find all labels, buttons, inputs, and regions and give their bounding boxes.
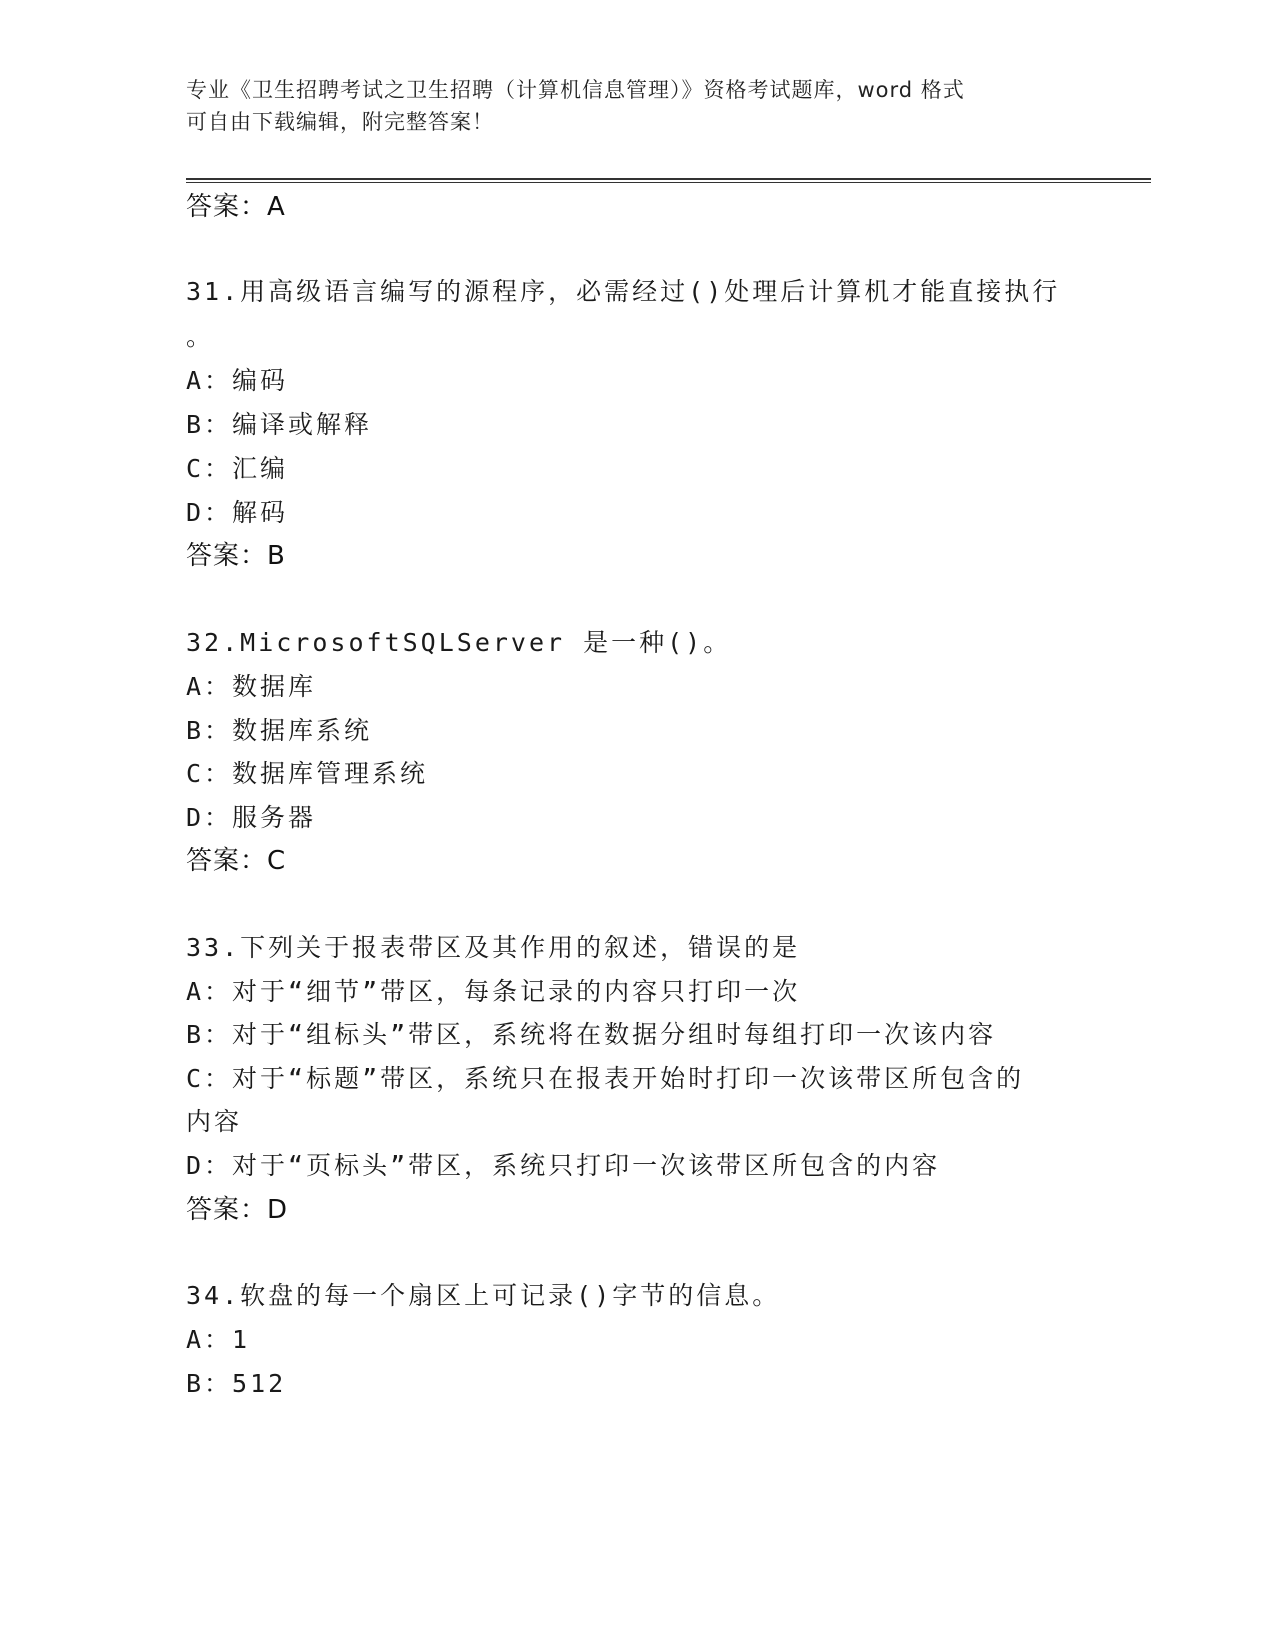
question-32-option-d: D：服务器 xyxy=(186,803,317,832)
question-31-option-d: D：解码 xyxy=(186,498,289,527)
question-33-option-b: B：对于“组标头”带区，系统将在数据分组时每组打印一次该内容 xyxy=(186,1020,997,1049)
question-31-option-a: A：编码 xyxy=(186,366,289,395)
header-divider-thick xyxy=(186,178,1151,180)
header-line-1: 专业《卫生招聘考试之卫生招聘（计算机信息管理）》资格考试题库，word 格式 xyxy=(186,78,965,102)
previous-answer: 答案：A xyxy=(186,192,286,222)
question-33-option-c-cont: 内容 xyxy=(186,1107,243,1136)
question-32-stem: 32.MicrosoftSQLServer 是一种()。 xyxy=(186,628,732,657)
question-32-option-b: B：数据库系统 xyxy=(186,716,373,745)
header-divider-thin xyxy=(186,182,1151,183)
header-line-2: 可自由下载编辑，附完整答案！ xyxy=(186,110,494,134)
question-33-option-a: A：对于“细节”带区，每条记录的内容只打印一次 xyxy=(186,977,801,1006)
question-32-option-a: A：数据库 xyxy=(186,672,317,701)
question-31-answer: 答案：B xyxy=(186,541,286,571)
question-34-stem: 34.软盘的每一个扇区上可记录()字节的信息。 xyxy=(186,1281,781,1310)
question-31-option-b: B：编译或解释 xyxy=(186,410,373,439)
question-33-option-c: C：对于“标题”带区，系统只在报表开始时打印一次该带区所包含的 xyxy=(186,1064,1025,1093)
question-33-answer: 答案：D xyxy=(186,1195,289,1225)
question-34-option-a: A：1 xyxy=(186,1325,251,1354)
question-31-stem: 31.用高级语言编写的源程序，必需经过()处理后计算机才能直接执行 xyxy=(186,277,1061,306)
page-header xyxy=(186,74,1066,138)
question-33-option-d: D：对于“页标头”带区，系统只打印一次该带区所包含的内容 xyxy=(186,1151,941,1180)
question-33-stem: 33.下列关于报表带区及其作用的叙述，错误的是 xyxy=(186,933,801,962)
question-32-answer: 答案：C xyxy=(186,846,287,876)
question-34-option-b: B：512 xyxy=(186,1369,287,1398)
question-32-option-c: C：数据库管理系统 xyxy=(186,759,429,788)
question-31-stem-cont: 。 xyxy=(186,322,215,351)
question-31-option-c: C：汇编 xyxy=(186,454,289,483)
